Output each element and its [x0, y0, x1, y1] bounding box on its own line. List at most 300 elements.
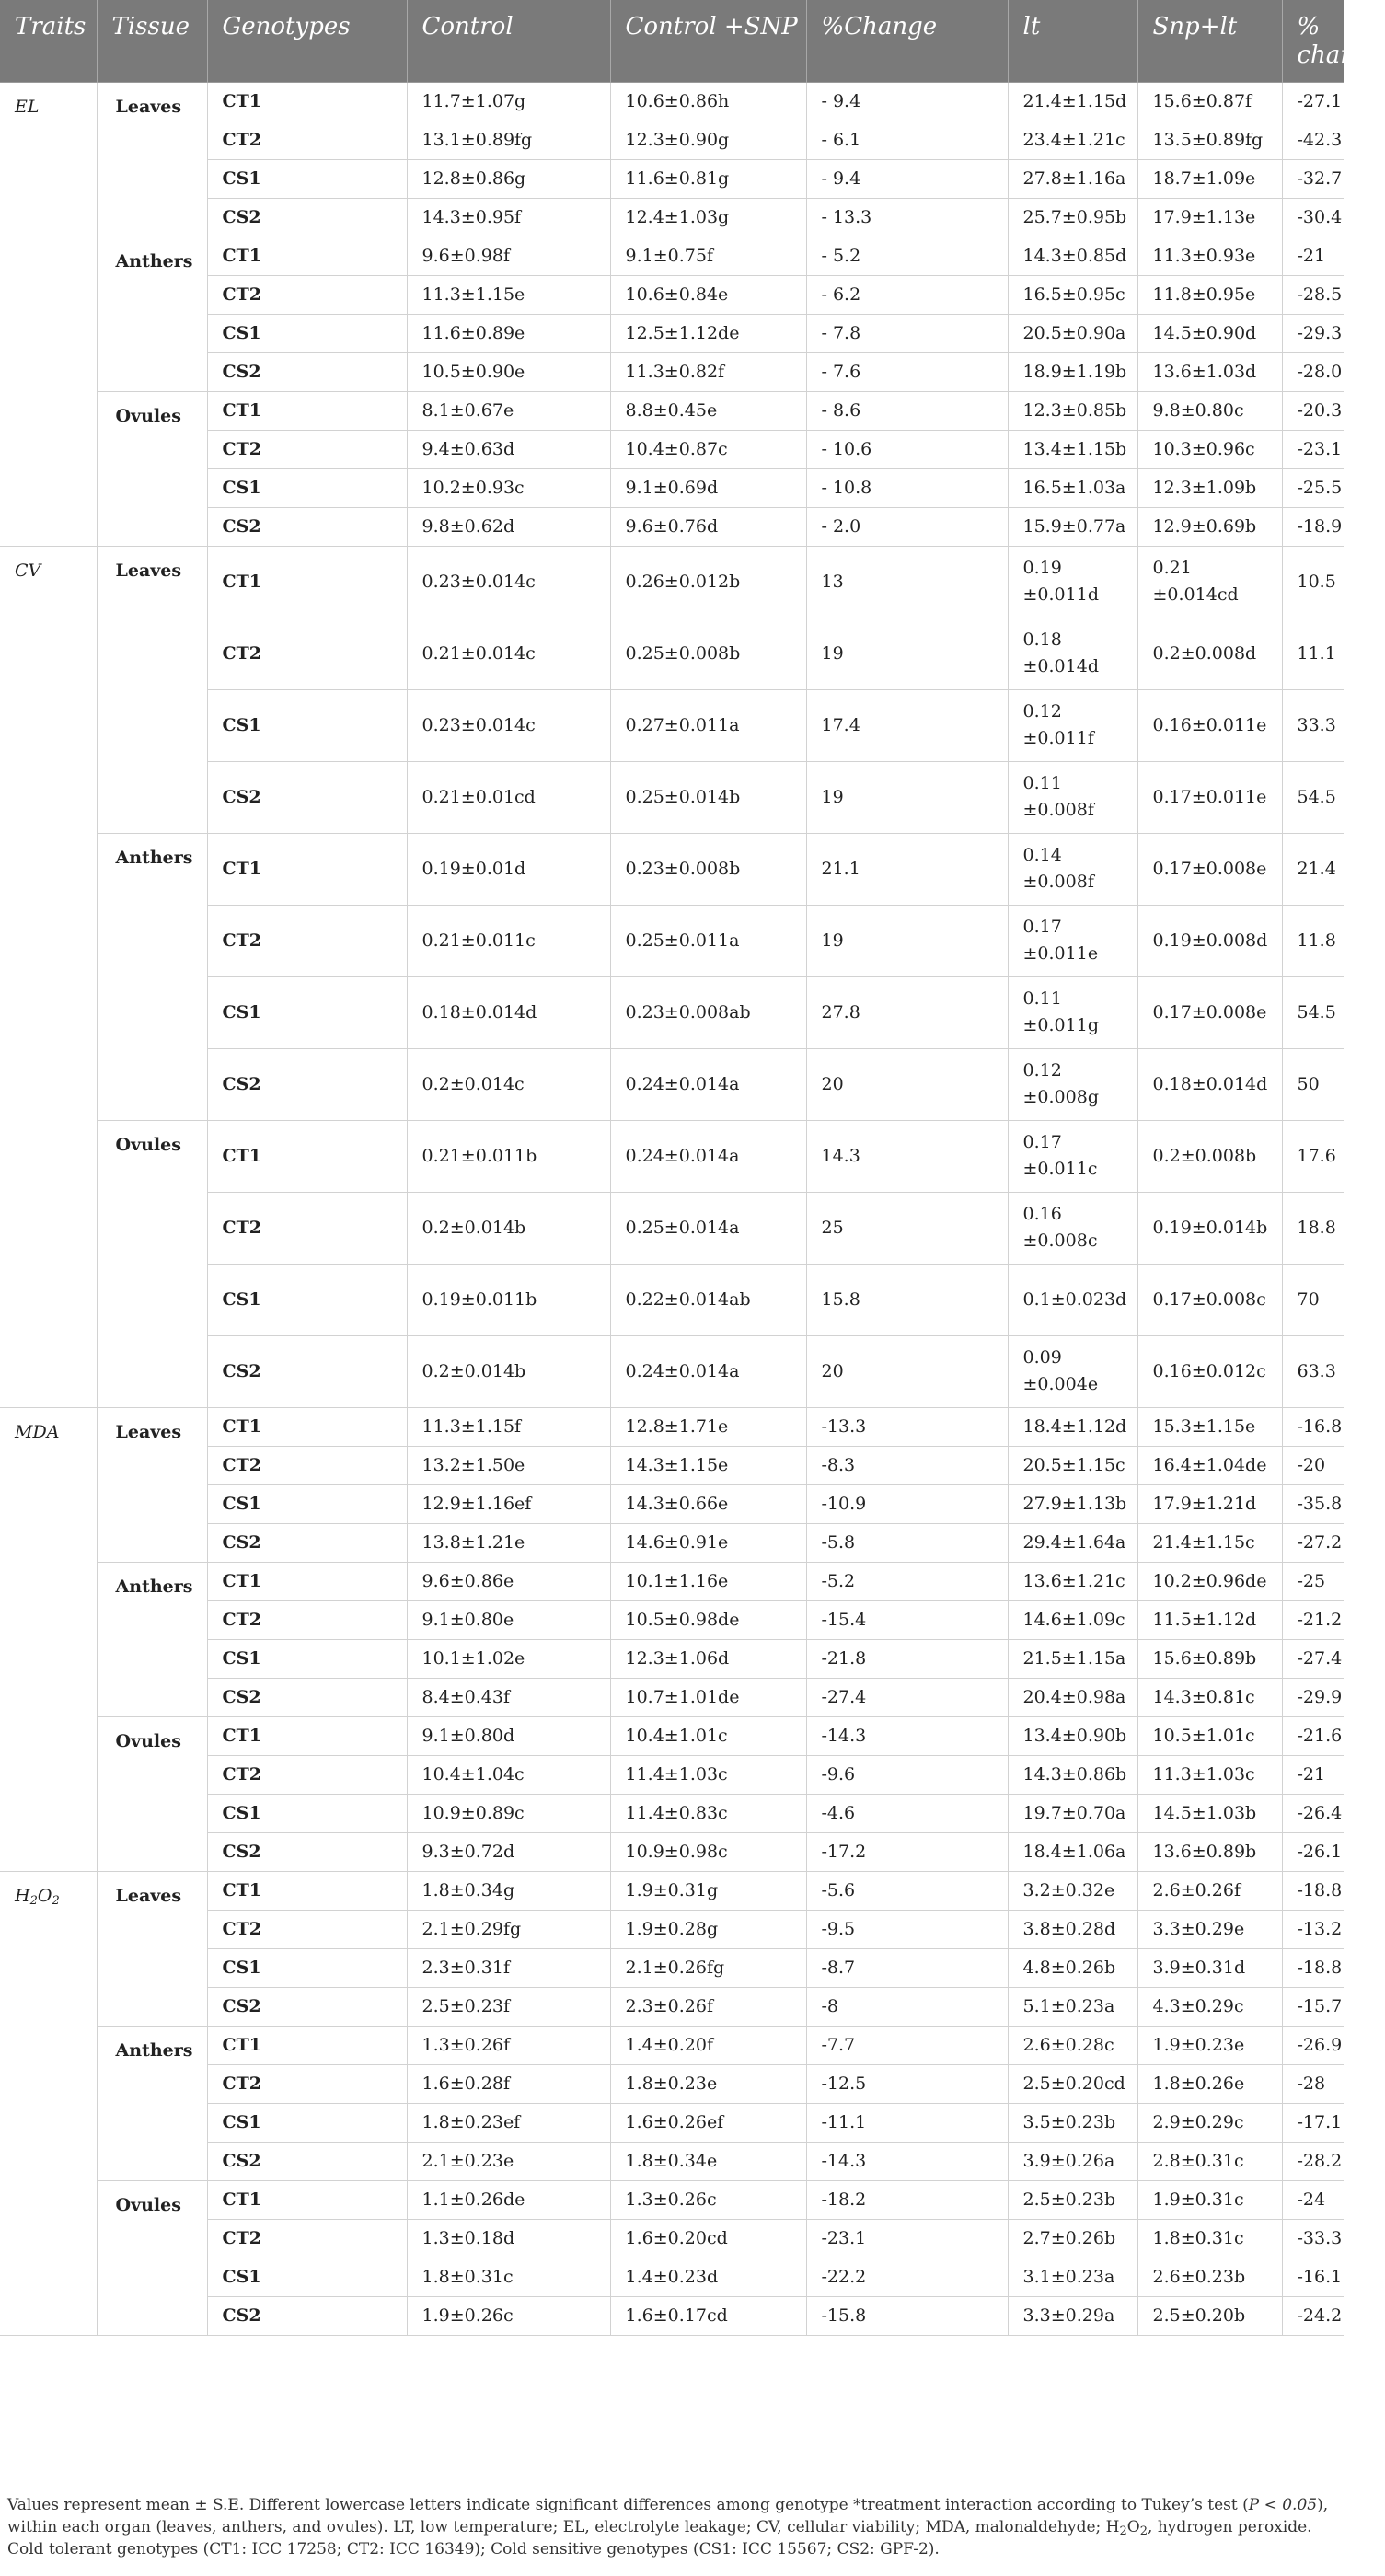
- cell-pct-change: - 10.8: [806, 468, 1008, 507]
- cell-control: 9.8±0.62d: [407, 507, 610, 546]
- cell-lt: 12.3±0.85b: [1008, 391, 1137, 430]
- cell-snp-lt: 0.16±0.012c: [1137, 1335, 1282, 1407]
- cell-pct-change-2: -24.2: [1282, 2296, 1344, 2335]
- genotype-cell: CS2: [207, 1832, 407, 1871]
- cell-control: 12.8±0.86g: [407, 159, 610, 198]
- genotype-cell: CT2: [207, 1910, 407, 1948]
- cell-snp-lt: 2.6±0.23b: [1137, 2258, 1282, 2296]
- cell-pct-change: - 6.1: [806, 121, 1008, 159]
- genotype-cell: CS1: [207, 2258, 407, 2296]
- cell-lt: 21.4±1.15d: [1008, 82, 1137, 121]
- cell-pct-change: -4.6: [806, 1794, 1008, 1832]
- cell-control-snp: 10.9±0.98c: [610, 1832, 806, 1871]
- header-pct-change: %Change: [806, 0, 1008, 82]
- cell-control: 1.3±0.26f: [407, 2026, 610, 2064]
- cell-control: 14.3±0.95f: [407, 198, 610, 237]
- cell-pct-change-2: -33.3: [1282, 2219, 1344, 2258]
- cell-control-snp: 12.5±1.12de: [610, 314, 806, 352]
- cell-control-snp: 0.27±0.011a: [610, 689, 806, 761]
- cell-control: 9.1±0.80e: [407, 1600, 610, 1639]
- tissue-cell: Leaves: [97, 1407, 207, 1562]
- cell-snp-lt: 2.6±0.26f: [1137, 1871, 1282, 1910]
- trait-cell: EL: [0, 82, 97, 546]
- cell-control-snp: 1.8±0.34e: [610, 2142, 806, 2180]
- cell-control: 10.2±0.93c: [407, 468, 610, 507]
- cell-control: 11.3±1.15e: [407, 275, 610, 314]
- table-row: [0, 82, 1344, 121]
- cell-control: 11.6±0.89e: [407, 314, 610, 352]
- cell-snp-lt: 17.9±1.21d: [1137, 1484, 1282, 1523]
- genotype-cell: CT2: [207, 618, 407, 689]
- genotype-cell: CT2: [207, 1600, 407, 1639]
- cell-control-snp: 12.4±1.03g: [610, 198, 806, 237]
- cell-pct-change: -8.7: [806, 1948, 1008, 1987]
- cell-pct-change-2: -20: [1282, 1446, 1344, 1484]
- cell-control: 0.21±0.011c: [407, 905, 610, 976]
- cell-pct-change-2: -28.0: [1282, 352, 1344, 391]
- cell-snp-lt: 15.3±1.15e: [1137, 1407, 1282, 1446]
- cell-control: 0.2±0.014b: [407, 1192, 610, 1264]
- cell-control: 1.8±0.23ef: [407, 2103, 610, 2142]
- table-row: [0, 546, 1344, 618]
- cell-control: 13.8±1.21e: [407, 1523, 610, 1562]
- cell-pct-change-2: -18.8: [1282, 1871, 1344, 1910]
- cell-snp-lt: 11.3±1.03c: [1137, 1755, 1282, 1794]
- genotype-cell: CT2: [207, 2064, 407, 2103]
- cell-control-snp: 10.5±0.98de: [610, 1600, 806, 1639]
- cell-snp-lt: 12.3±1.09b: [1137, 468, 1282, 507]
- cell-pct-change-2: 18.8: [1282, 1192, 1344, 1264]
- genotype-cell: CS1: [207, 468, 407, 507]
- tissue-cell: Ovules: [97, 391, 207, 546]
- cell-pct-change: -15.4: [806, 1600, 1008, 1639]
- genotype-cell: CS1: [207, 1484, 407, 1523]
- cell-pct-change-2: -30.4: [1282, 198, 1344, 237]
- cell-pct-change: 19: [806, 905, 1008, 976]
- cell-control-snp: 10.4±0.87c: [610, 430, 806, 468]
- cell-control: 2.3±0.31f: [407, 1948, 610, 1987]
- cell-snp-lt: 3.3±0.29e: [1137, 1910, 1282, 1948]
- header-tissue: Tissue: [97, 0, 207, 82]
- cell-control-snp: 1.8±0.23e: [610, 2064, 806, 2103]
- cell-snp-lt: 0.21 ±0.014cd: [1137, 546, 1282, 618]
- cell-pct-change-2: 21.4: [1282, 833, 1344, 905]
- table-row: [0, 2026, 1344, 2064]
- cell-pct-change-2: -28.2: [1282, 2142, 1344, 2180]
- cell-snp-lt: 1.9±0.31c: [1137, 2180, 1282, 2219]
- cell-pct-change: -23.1: [806, 2219, 1008, 2258]
- cell-control-snp: 1.3±0.26c: [610, 2180, 806, 2219]
- cell-pct-change: -5.6: [806, 1871, 1008, 1910]
- cell-pct-change: -7.7: [806, 2026, 1008, 2064]
- header-traits: Traits: [0, 0, 97, 82]
- cell-pct-change: - 6.2: [806, 275, 1008, 314]
- cell-pct-change-2: -27.4: [1282, 1639, 1344, 1678]
- genotype-cell: CT2: [207, 1755, 407, 1794]
- cell-pct-change: - 9.4: [806, 159, 1008, 198]
- cell-control: 10.1±1.02e: [407, 1639, 610, 1678]
- genotype-cell: CT2: [207, 430, 407, 468]
- cell-pct-change-2: 10.5: [1282, 546, 1344, 618]
- cell-control-snp: 12.3±1.06d: [610, 1639, 806, 1678]
- genotype-cell: CT1: [207, 833, 407, 905]
- cell-pct-change: -12.5: [806, 2064, 1008, 2103]
- cell-lt: 13.4±1.15b: [1008, 430, 1137, 468]
- cell-control-snp: 0.24±0.014a: [610, 1048, 806, 1120]
- cell-snp-lt: 11.5±1.12d: [1137, 1600, 1282, 1639]
- cell-pct-change: - 7.8: [806, 314, 1008, 352]
- cell-pct-change-2: 17.6: [1282, 1120, 1344, 1192]
- cell-control-snp: 12.8±1.71e: [610, 1407, 806, 1446]
- cell-control: 1.3±0.18d: [407, 2219, 610, 2258]
- table-row: [0, 2180, 1344, 2219]
- cell-control: 0.19±0.011b: [407, 1264, 610, 1335]
- cell-control: 11.7±1.07g: [407, 82, 610, 121]
- cell-lt: 2.5±0.23b: [1008, 2180, 1137, 2219]
- cell-snp-lt: 0.17±0.008e: [1137, 833, 1282, 905]
- cell-snp-lt: 0.17±0.008c: [1137, 1264, 1282, 1335]
- cell-snp-lt: 13.6±0.89b: [1137, 1832, 1282, 1871]
- header-row: [0, 0, 1344, 82]
- genotype-cell: CS2: [207, 2142, 407, 2180]
- cell-control: 0.18±0.014d: [407, 976, 610, 1048]
- cell-control: 2.5±0.23f: [407, 1987, 610, 2026]
- cell-pct-change-2: 63.3: [1282, 1335, 1344, 1407]
- tissue-cell: Anthers: [97, 2026, 207, 2180]
- cell-pct-change-2: -16.1: [1282, 2258, 1344, 2296]
- cell-pct-change-2: -21: [1282, 1755, 1344, 1794]
- cell-control-snp: 1.6±0.26ef: [610, 2103, 806, 2142]
- genotype-cell: CT1: [207, 2026, 407, 2064]
- genotype-cell: CS2: [207, 1523, 407, 1562]
- cell-lt: 0.12 ±0.008g: [1008, 1048, 1137, 1120]
- cell-pct-change-2: 33.3: [1282, 689, 1344, 761]
- cell-lt: 13.6±1.21c: [1008, 1562, 1137, 1600]
- cell-pct-change-2: -26.9: [1282, 2026, 1344, 2064]
- cell-pct-change: -17.2: [806, 1832, 1008, 1871]
- cell-lt: 3.2±0.32e: [1008, 1871, 1137, 1910]
- cell-snp-lt: 2.8±0.31c: [1137, 2142, 1282, 2180]
- cell-control-snp: 11.3±0.82f: [610, 352, 806, 391]
- table-footnote: [7, 2494, 1342, 2560]
- cell-pct-change: 27.8: [806, 976, 1008, 1048]
- cell-lt: 29.4±1.64a: [1008, 1523, 1137, 1562]
- cell-lt: 0.18 ±0.014d: [1008, 618, 1137, 689]
- cell-snp-lt: 17.9±1.13e: [1137, 198, 1282, 237]
- table-row: [0, 1120, 1344, 1192]
- genotype-cell: CS1: [207, 159, 407, 198]
- cell-pct-change: 19: [806, 761, 1008, 833]
- cell-lt: 18.4±1.12d: [1008, 1407, 1137, 1446]
- tissue-cell: Leaves: [97, 546, 207, 833]
- cell-pct-change: -14.3: [806, 2142, 1008, 2180]
- cell-snp-lt: 16.4±1.04de: [1137, 1446, 1282, 1484]
- cell-pct-change: - 2.0: [806, 507, 1008, 546]
- cell-pct-change-2: 11.8: [1282, 905, 1344, 976]
- cell-control-snp: 0.24±0.014a: [610, 1120, 806, 1192]
- cell-pct-change: -9.6: [806, 1755, 1008, 1794]
- cell-snp-lt: 2.9±0.29c: [1137, 2103, 1282, 2142]
- cell-control-snp: 1.6±0.20cd: [610, 2219, 806, 2258]
- header-lt: lt: [1008, 0, 1137, 82]
- cell-control-snp: 10.6±0.86h: [610, 82, 806, 121]
- cell-lt: 0.19 ±0.011d: [1008, 546, 1137, 618]
- cell-pct-change-2: -17.1: [1282, 2103, 1344, 2142]
- genotype-cell: CT1: [207, 2180, 407, 2219]
- genotype-cell: CT1: [207, 391, 407, 430]
- genotype-cell: CT1: [207, 1716, 407, 1755]
- genotype-cell: CS2: [207, 198, 407, 237]
- cell-lt: 27.8±1.16a: [1008, 159, 1137, 198]
- cell-lt: 20.5±1.15c: [1008, 1446, 1137, 1484]
- cell-lt: 3.3±0.29a: [1008, 2296, 1137, 2335]
- cell-control: 0.23±0.014c: [407, 546, 610, 618]
- cell-control-snp: 14.3±1.15e: [610, 1446, 806, 1484]
- genotype-cell: CS2: [207, 1048, 407, 1120]
- cell-control: 0.21±0.011b: [407, 1120, 610, 1192]
- cell-control: 10.4±1.04c: [407, 1755, 610, 1794]
- footnote-line-2: Cold tolerant genotypes (CT1: ICC 17258; CT2: ICC 16349); Cold sensitive genotypes (CS1: ICC 15567; CS2: GPF-2).: [7, 2540, 940, 2559]
- cell-pct-change: -11.1: [806, 2103, 1008, 2142]
- cell-snp-lt: 21.4±1.15c: [1137, 1523, 1282, 1562]
- cell-control: 1.8±0.31c: [407, 2258, 610, 2296]
- cell-pct-change-2: -25.5: [1282, 468, 1344, 507]
- cell-lt: 16.5±0.95c: [1008, 275, 1137, 314]
- header-control-snp: Control +SNP: [610, 0, 806, 82]
- cell-lt: 15.9±0.77a: [1008, 507, 1137, 546]
- trait-cell: $H_2O_2$: [0, 1871, 97, 2335]
- cell-snp-lt: 0.2±0.008b: [1137, 1120, 1282, 1192]
- cell-control-snp: 8.8±0.45e: [610, 391, 806, 430]
- cell-snp-lt: 15.6±0.89b: [1137, 1639, 1282, 1678]
- table-row: [0, 833, 1344, 905]
- genotype-cell: CS1: [207, 2103, 407, 2142]
- cell-control-snp: 0.25±0.008b: [610, 618, 806, 689]
- cell-control: 0.2±0.014b: [407, 1335, 610, 1407]
- genotype-cell: CS2: [207, 1335, 407, 1407]
- tissue-cell: Anthers: [97, 1562, 207, 1716]
- cell-pct-change-2: -29.9: [1282, 1678, 1344, 1716]
- cell-control-snp: 10.4±1.01c: [610, 1716, 806, 1755]
- cell-pct-change: - 13.3: [806, 198, 1008, 237]
- genotype-cell: CT1: [207, 1871, 407, 1910]
- cell-pct-change: 19: [806, 618, 1008, 689]
- table-row: [0, 1562, 1344, 1600]
- cell-snp-lt: 0.18±0.014d: [1137, 1048, 1282, 1120]
- genotype-cell: CS1: [207, 1264, 407, 1335]
- cell-pct-change-2: 50: [1282, 1048, 1344, 1120]
- cell-control: 13.1±0.89fg: [407, 121, 610, 159]
- cell-control-snp: 9.1±0.69d: [610, 468, 806, 507]
- tissue-cell: Anthers: [97, 237, 207, 391]
- cell-control: 0.21±0.014c: [407, 618, 610, 689]
- cell-control: 2.1±0.29fg: [407, 1910, 610, 1948]
- cell-lt: 0.11 ±0.011g: [1008, 976, 1137, 1048]
- cell-control-snp: 12.3±0.90g: [610, 121, 806, 159]
- genotype-cell: CS1: [207, 689, 407, 761]
- cell-control: 12.9±1.16ef: [407, 1484, 610, 1523]
- cell-control-snp: 9.6±0.76d: [610, 507, 806, 546]
- genotype-cell: CS2: [207, 2296, 407, 2335]
- cell-pct-change: - 8.6: [806, 391, 1008, 430]
- table-row: [0, 1871, 1344, 1910]
- cell-lt: 20.4±0.98a: [1008, 1678, 1137, 1716]
- cell-snp-lt: 10.5±1.01c: [1137, 1716, 1282, 1755]
- genotype-cell: CT1: [207, 1407, 407, 1446]
- cell-control-snp: 1.4±0.23d: [610, 2258, 806, 2296]
- genotype-cell: CS1: [207, 976, 407, 1048]
- cell-control-snp: 0.26±0.012b: [610, 546, 806, 618]
- cell-pct-change-2: -13.2: [1282, 1910, 1344, 1948]
- genotype-cell: CT1: [207, 82, 407, 121]
- cell-snp-lt: 10.2±0.96de: [1137, 1562, 1282, 1600]
- cell-control: 0.23±0.014c: [407, 689, 610, 761]
- cell-pct-change-2: -23.1: [1282, 430, 1344, 468]
- table-row: [0, 391, 1344, 430]
- cell-pct-change-2: -16.8: [1282, 1407, 1344, 1446]
- cell-control: 1.6±0.28f: [407, 2064, 610, 2103]
- tissue-cell: Anthers: [97, 833, 207, 1120]
- cell-pct-change: -13.3: [806, 1407, 1008, 1446]
- trait-cell: CV: [0, 546, 97, 1407]
- cell-control-snp: 11.6±0.81g: [610, 159, 806, 198]
- genotype-cell: CS1: [207, 1794, 407, 1832]
- cell-pct-change: -5.8: [806, 1523, 1008, 1562]
- cell-control-snp: 0.22±0.014ab: [610, 1264, 806, 1335]
- genotype-cell: CS2: [207, 352, 407, 391]
- cell-snp-lt: 10.3±0.96c: [1137, 430, 1282, 468]
- cell-control: 0.19±0.01d: [407, 833, 610, 905]
- cell-pct-change-2: 54.5: [1282, 976, 1344, 1048]
- cell-pct-change: 14.3: [806, 1120, 1008, 1192]
- cell-control-snp: 0.23±0.008ab: [610, 976, 806, 1048]
- cell-pct-change-2: -21: [1282, 237, 1344, 275]
- cell-control-snp: 1.9±0.31g: [610, 1871, 806, 1910]
- header-genotypes: Genotypes: [207, 0, 407, 82]
- cell-snp-lt: 0.17±0.008e: [1137, 976, 1282, 1048]
- cell-snp-lt: 11.3±0.93e: [1137, 237, 1282, 275]
- genotype-cell: CT1: [207, 1562, 407, 1600]
- table-row: [0, 237, 1344, 275]
- cell-pct-change-2: -27.2: [1282, 1523, 1344, 1562]
- cell-lt: 0.17 ±0.011e: [1008, 905, 1137, 976]
- cell-pct-change: 21.1: [806, 833, 1008, 905]
- cell-control-snp: 9.1±0.75f: [610, 237, 806, 275]
- genotype-cell: CS1: [207, 1639, 407, 1678]
- genotype-cell: CS2: [207, 1678, 407, 1716]
- cell-pct-change-2: 11.1: [1282, 618, 1344, 689]
- tissue-cell: Ovules: [97, 2180, 207, 2335]
- tissue-cell: Ovules: [97, 1716, 207, 1871]
- cell-lt: 5.1±0.23a: [1008, 1987, 1137, 2026]
- cell-lt: 14.3±0.85d: [1008, 237, 1137, 275]
- cell-control: 10.9±0.89c: [407, 1794, 610, 1832]
- cell-pct-change: -21.8: [806, 1639, 1008, 1678]
- cell-lt: 0.11 ±0.008f: [1008, 761, 1137, 833]
- cell-control: 0.21±0.01cd: [407, 761, 610, 833]
- cell-pct-change-2: -29.3: [1282, 314, 1344, 352]
- cell-control: 9.3±0.72d: [407, 1832, 610, 1871]
- cell-pct-change: 20: [806, 1048, 1008, 1120]
- cell-control: 1.9±0.26c: [407, 2296, 610, 2335]
- cell-control: 9.6±0.86e: [407, 1562, 610, 1600]
- cell-pct-change: -15.8: [806, 2296, 1008, 2335]
- table-row: [0, 1407, 1344, 1446]
- cell-lt: 3.5±0.23b: [1008, 2103, 1137, 2142]
- cell-lt: 18.4±1.06a: [1008, 1832, 1137, 1871]
- cell-pct-change-2: -21.6: [1282, 1716, 1344, 1755]
- cell-lt: 13.4±0.90b: [1008, 1716, 1137, 1755]
- cell-pct-change: -8: [806, 1987, 1008, 2026]
- cell-control-snp: 0.25±0.014b: [610, 761, 806, 833]
- cell-pct-change-2: -35.8: [1282, 1484, 1344, 1523]
- table-row: [0, 1716, 1344, 1755]
- cell-pct-change: -9.5: [806, 1910, 1008, 1948]
- cell-pct-change: -22.2: [806, 2258, 1008, 2296]
- genotype-cell: CS2: [207, 761, 407, 833]
- genotype-cell: CS2: [207, 1987, 407, 2026]
- cell-lt: 27.9±1.13b: [1008, 1484, 1137, 1523]
- cell-control: 8.1±0.67e: [407, 391, 610, 430]
- cell-control-snp: 11.4±0.83c: [610, 1794, 806, 1832]
- cell-lt: 0.09 ±0.004e: [1008, 1335, 1137, 1407]
- cell-lt: 20.5±0.90a: [1008, 314, 1137, 352]
- tissue-cell: Leaves: [97, 1871, 207, 2026]
- cell-lt: 3.9±0.26a: [1008, 2142, 1137, 2180]
- cell-snp-lt: 0.2±0.008d: [1137, 618, 1282, 689]
- cell-control-snp: 1.6±0.17cd: [610, 2296, 806, 2335]
- genotype-cell: CS1: [207, 1948, 407, 1987]
- genotype-cell: CT1: [207, 237, 407, 275]
- cell-pct-change-2: -27.1: [1282, 82, 1344, 121]
- tissue-cell: Leaves: [97, 82, 207, 237]
- cell-pct-change-2: -32.7: [1282, 159, 1344, 198]
- cell-control-snp: 1.4±0.20f: [610, 2026, 806, 2064]
- cell-control-snp: 10.6±0.84e: [610, 275, 806, 314]
- cell-pct-change: 25: [806, 1192, 1008, 1264]
- cell-pct-change: 17.4: [806, 689, 1008, 761]
- header-snp-lt: Snp+lt: [1137, 0, 1282, 82]
- cell-pct-change: -18.2: [806, 2180, 1008, 2219]
- genotype-cell: CT2: [207, 275, 407, 314]
- cell-pct-change: -27.4: [806, 1678, 1008, 1716]
- cell-control-snp: 11.4±1.03c: [610, 1755, 806, 1794]
- trait-cell: MDA: [0, 1407, 97, 1871]
- cell-lt: 0.16 ±0.008c: [1008, 1192, 1137, 1264]
- cell-pct-change-2: 54.5: [1282, 761, 1344, 833]
- cell-pct-change-2: -18.9: [1282, 507, 1344, 546]
- cell-control: 9.4±0.63d: [407, 430, 610, 468]
- cell-lt: 14.6±1.09c: [1008, 1600, 1137, 1639]
- cell-lt: 2.5±0.20cd: [1008, 2064, 1137, 2103]
- cell-snp-lt: 2.5±0.20b: [1137, 2296, 1282, 2335]
- cell-lt: 23.4±1.21c: [1008, 121, 1137, 159]
- cell-pct-change: - 5.2: [806, 237, 1008, 275]
- cell-lt: 3.1±0.23a: [1008, 2258, 1137, 2296]
- cell-control-snp: 0.25±0.014a: [610, 1192, 806, 1264]
- genotype-cell: CT1: [207, 1120, 407, 1192]
- cell-snp-lt: 13.6±1.03d: [1137, 352, 1282, 391]
- cell-pct-change: -14.3: [806, 1716, 1008, 1755]
- cell-control: 8.4±0.43f: [407, 1678, 610, 1716]
- cell-pct-change: -5.2: [806, 1562, 1008, 1600]
- cell-snp-lt: 1.8±0.31c: [1137, 2219, 1282, 2258]
- genotype-cell: CT1: [207, 546, 407, 618]
- cell-snp-lt: 13.5±0.89fg: [1137, 121, 1282, 159]
- cell-pct-change: - 10.6: [806, 430, 1008, 468]
- cell-pct-change-2: -26.4: [1282, 1794, 1344, 1832]
- cell-control-snp: 14.6±0.91e: [610, 1523, 806, 1562]
